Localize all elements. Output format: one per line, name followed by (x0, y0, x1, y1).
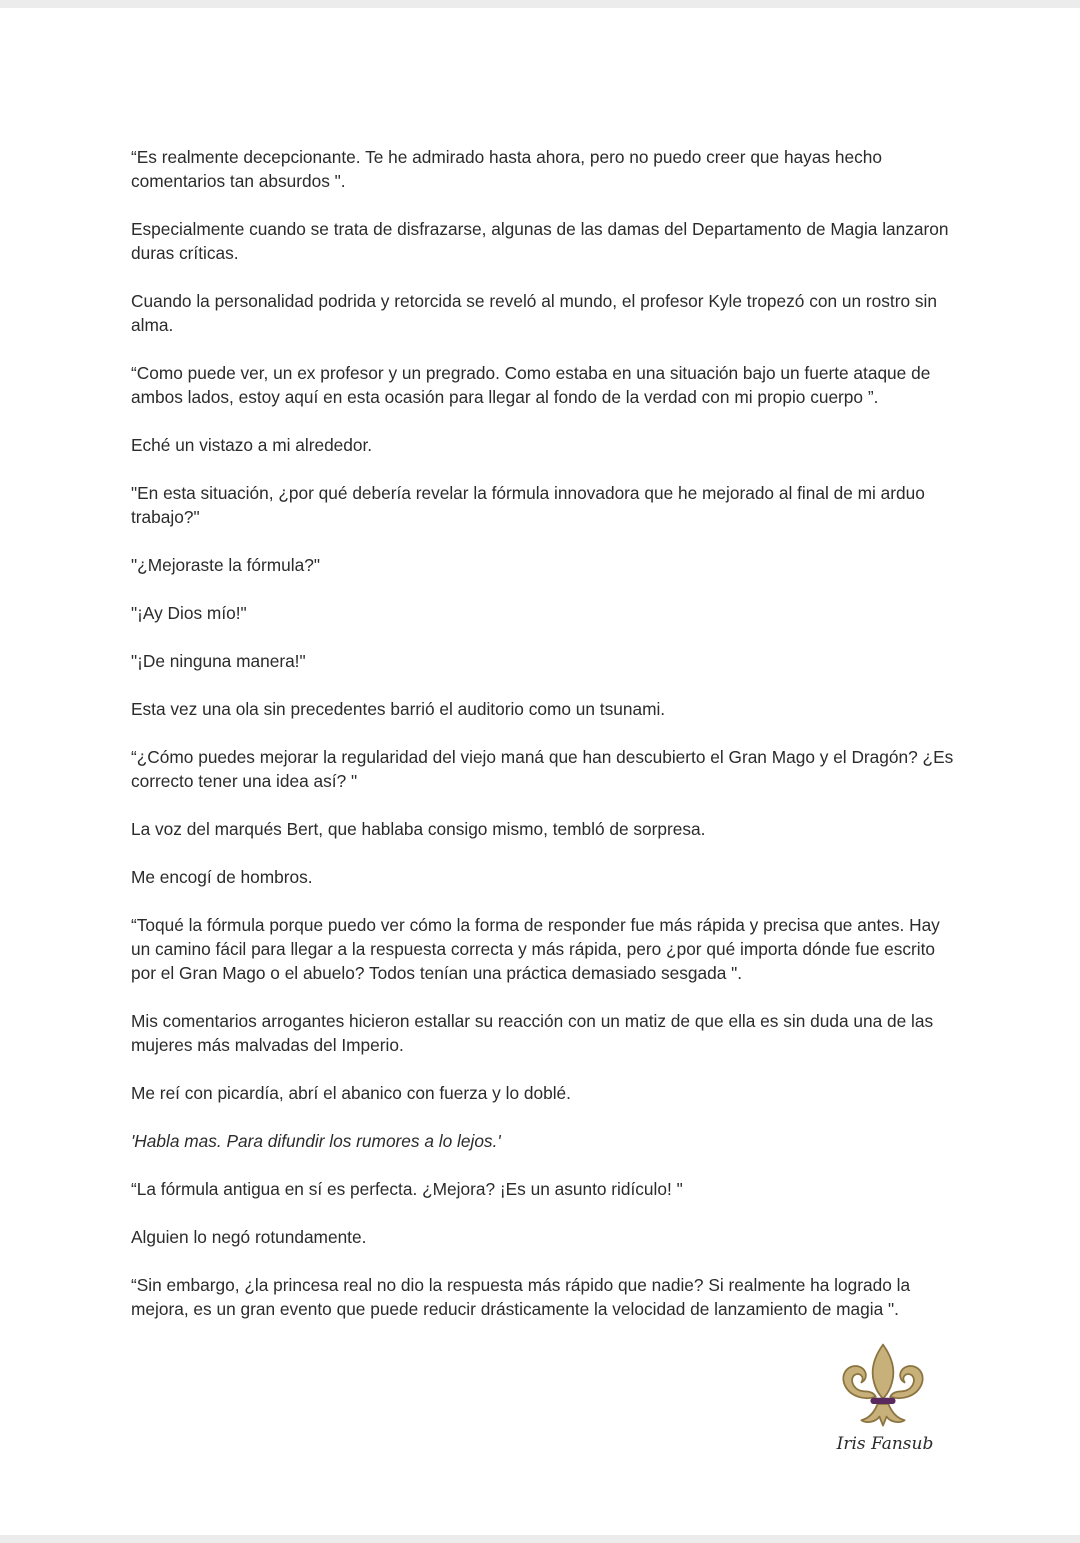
document-body (131, 145, 961, 1345)
paragraph: “La fórmula antigua en sí es perfecta. ¿Mejora? ¡Es un asunto ridículo! " (131, 1179, 683, 1199)
paragraph: "¡Ay Dios mío!" (131, 603, 247, 623)
paragraph: “Es realmente decepcionante. Te he admirado hasta ahora, pero no puedo creer que hayas hecho comentarios tan absurdos ". (131, 147, 882, 191)
paragraph: “Sin embargo, ¿la princesa real no dio la respuesta más rápido que nadie? Si realmente ha logrado la mejora, es un gran evento que puede reducir drásticamente la velocidad de lanzamiento de magia ". (131, 1275, 911, 1319)
paragraph: “Como puede ver, un ex profesor y un pregrado. Como estaba en una situación bajo un fuerte ataque de ambos lados, estoy aquí en esta ocasión para llegar al fondo de la verdad con mi propio cuerpo ”. (131, 363, 931, 407)
paragraph: "¡De ninguna manera!" (131, 651, 306, 671)
paragraph: Mis comentarios arrogantes hicieron estallar su reacción con un matiz de que ella es sin duda una de las mujeres más malvadas del Imperio. (131, 1011, 934, 1055)
paragraph: Eché un vistazo a mi alrededor. (131, 435, 373, 455)
paragraph: Esta vez una ola sin precedentes barrió el auditorio como un tsunami. (131, 699, 666, 719)
logo-caption: Iris Fansub (836, 1434, 934, 1454)
paragraph: “Toqué la fórmula porque puedo ver cómo la forma de responder fue más rápida y precisa que antes. Hay un camino fácil para llegar a la respuesta correcta y más rápida, pero ¿por qué importa dónde fue escrito por el Gran Mago o el abuelo? Todos tenían una práctica demasiado sesgada ". (131, 915, 940, 983)
paragraph: "¿Mejoraste la fórmula?" (131, 555, 320, 575)
paragraph-italic-thought: 'Habla mas. Para difundir los rumores a lo lejos.' (131, 1131, 501, 1151)
paragraph: “¿Cómo puedes mejorar la regularidad del viejo maná que han descubierto el Gran Mago y el Dragón? ¿Es correcto tener una idea así? " (131, 747, 954, 791)
paragraph: Me encogí de hombros. (131, 867, 313, 887)
paragraph: Cuando la personalidad podrida y retorcida se reveló al mundo, el profesor Kyle tropezó con un rostro sin alma. (131, 291, 937, 335)
paragraph: Especialmente cuando se trata de disfrazarse, algunas de las damas del Departamento de Magia lanzaron duras críticas. (131, 219, 949, 263)
paragraph: Alguien lo negó rotundamente. (131, 1227, 367, 1247)
iris-fansub-logo (830, 1340, 940, 1470)
document-page (0, 8, 1080, 1535)
paragraph: Me reí con picardía, abrí el abanico con fuerza y lo doblé. (131, 1083, 571, 1103)
paragraph: La voz del marqués Bert, que hablaba consigo mismo, tembló de sorpresa. (131, 819, 706, 839)
fleur-de-lis-icon (838, 1340, 928, 1432)
paragraph: "En esta situación, ¿por qué debería revelar la fórmula innovadora que he mejorado al final de mi arduo trabajo?" (131, 483, 925, 527)
